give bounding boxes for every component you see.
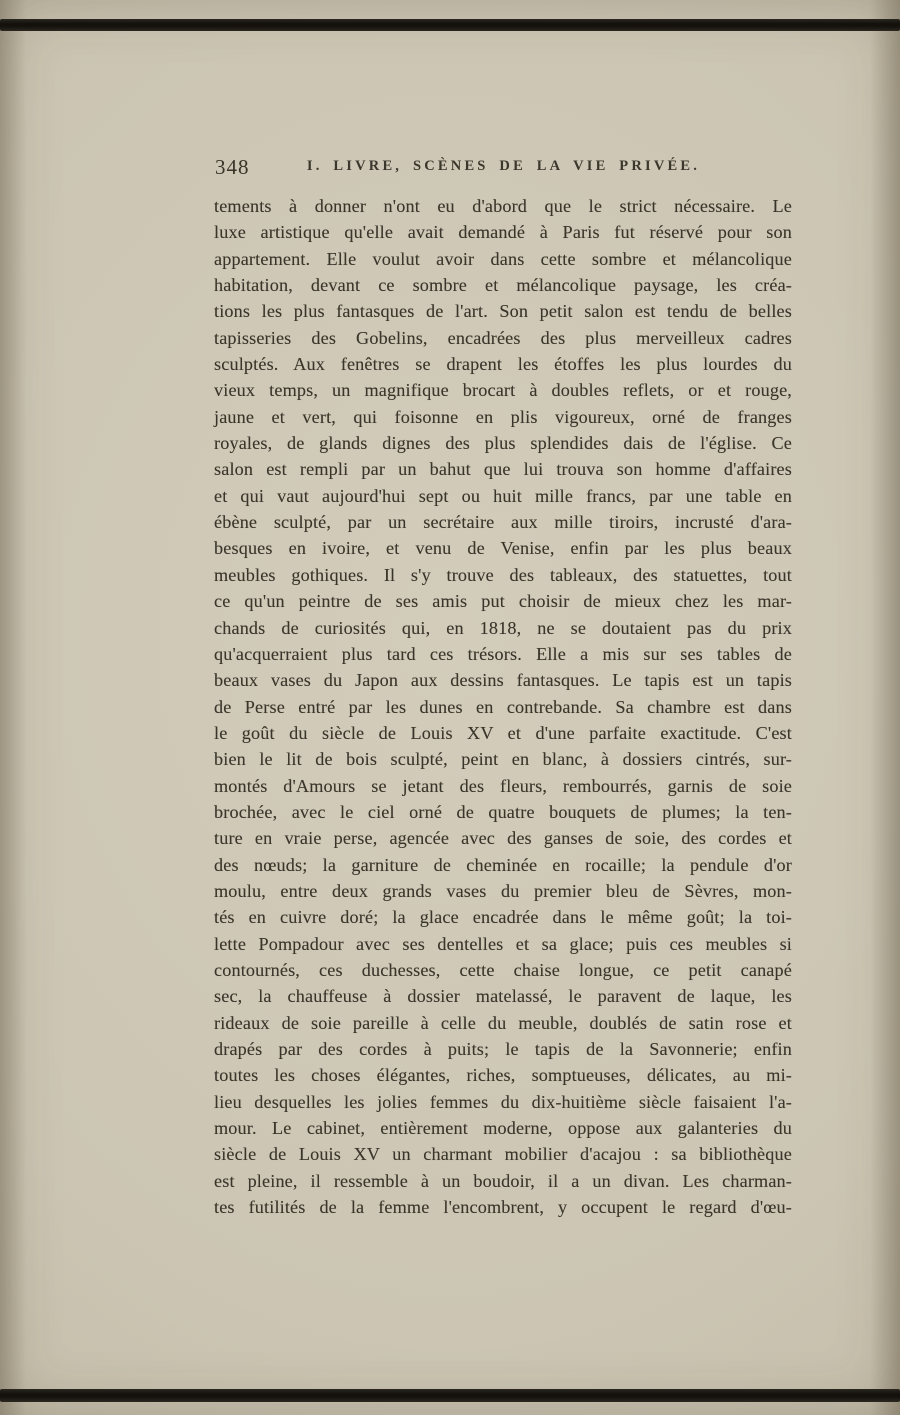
- text-line: des nœuds; la garniture de cheminée en rocaille; la pendule d'or: [214, 854, 792, 875]
- text-line: royales, de glands dignes des plus splendides dais de l'église. Ce: [214, 433, 792, 454]
- text-line: ébène sculpté, par un secrétaire aux mille tiroirs, incrusté d'ara-: [214, 512, 792, 533]
- text-line: et qui vaut aujourd'hui sept ou huit mille francs, par une table en: [214, 485, 792, 506]
- text-line: tions les plus fantasques de l'art. Son petit salon est tendu de belles: [214, 301, 792, 322]
- text-line: toutes les choses élégantes, riches, somptueuses, délicates, au mi-: [214, 1065, 792, 1086]
- text-line: siècle de Louis XV un charmant mobilier d'acajou : sa bibliothèque: [214, 1144, 792, 1165]
- page-header: [215, 155, 792, 183]
- text-line: tés en cuivre doré; la glace encadrée dans le même goût; la toi-: [214, 907, 792, 928]
- text-line: brochée, avec le ciel orné de quatre bouquets de plumes; la ten-: [214, 801, 792, 822]
- text-line: salon est rempli par un bahut que lui trouva son homme d'affaires: [214, 459, 792, 480]
- page-left-edge-shading: [0, 0, 26, 1415]
- text-line: rideaux de soie pareille à celle du meuble, doublés de satin rose et: [214, 1012, 792, 1033]
- text-line: sec, la chauffeuse à dossier matelassé, le paravent de laque, les: [214, 986, 792, 1007]
- text-line: meubles gothiques. Il s'y trouve des tableaux, des statuettes, tout: [214, 564, 792, 585]
- text-line: lieu desquelles les jolies femmes du dix-huitième siècle faisaient l'a-: [214, 1091, 792, 1112]
- text-line: est pleine, il ressemble à un boudoir, il a un divan. Les charman-: [214, 1170, 792, 1191]
- text-line: tapisseries des Gobelins, encadrées des plus merveilleux cadres: [214, 327, 792, 348]
- text-line: tes futilités de la femme l'encombrent, y occupent le regard d'œu-: [214, 1197, 792, 1218]
- text-line: montés d'Amours se jetant des fleurs, rembourrés, garnis de soie: [214, 775, 792, 796]
- page-right-edge-shading: [870, 0, 900, 1415]
- text-line: beaux vases du Japon aux dessins fantasques. Le tapis est un tapis: [214, 670, 792, 691]
- text-line: vieux temps, un magnifique brocart à doubles reflets, or et rouge,: [214, 380, 792, 401]
- text-line: mour. Le cabinet, entièrement moderne, oppose aux galanteries du: [214, 1118, 792, 1139]
- text-line: chands de curiosités qui, en 1818, ne se doutaient pas du prix: [214, 617, 792, 638]
- text-line: sculptés. Aux fenêtres se drapent les étoffes les plus lourdes du: [214, 354, 792, 375]
- running-title: I. LIVRE, SCÈNES DE LA VIE PRIVÉE.: [306, 158, 701, 174]
- text-line: drapés par des cordes à puits; le tapis de la Savonnerie; enfin: [214, 1039, 792, 1059]
- text-line: lette Pompadour avec ses dentelles et sa glace; puis ces meubles si: [214, 933, 792, 954]
- text-line: le goût du siècle de Louis XV et d'une parfaite exactitude. C'est: [214, 722, 792, 743]
- scan-top-edge: [0, 19, 900, 31]
- text-line: luxe artistique qu'elle avait demandé à Paris fut réservé pour son: [214, 222, 792, 243]
- body-text: [214, 193, 792, 1220]
- text-line: bien le lit de bois sculpté, peint en blanc, à dossiers cintrés, sur-: [214, 749, 792, 770]
- text-line: contournés, ces duchesses, cette chaise longue, ce petit canapé: [214, 959, 792, 980]
- page-number: 348: [215, 155, 250, 179]
- text-line: tements à donner n'ont eu d'abord que le strict nécessaire. Le: [214, 196, 792, 216]
- text-line: ture en vraie perse, agencée avec des ganses de soie, des cordes et: [214, 828, 792, 849]
- scan-bottom-edge: [0, 1389, 900, 1402]
- text-line: ce qu'un peintre de ses amis put choisir de mieux chez les mar-: [214, 591, 792, 612]
- text-line: jaune et vert, qui foisonne en plis vigoureux, orné de franges: [214, 406, 792, 427]
- text-line: appartement. Elle voulut avoir dans cette sombre et mélancolique: [214, 248, 792, 269]
- text-line: moulu, entre deux grands vases du premier bleu de Sèvres, mon-: [214, 880, 792, 901]
- text-line: qu'acquerraient plus tard ces trésors. Elle a mis sur ses tables de: [214, 643, 792, 664]
- text-line: besques en ivoire, et venu de Venise, enfin par les plus beaux: [214, 538, 792, 559]
- text-line: de Perse entré par les dunes en contrebande. Sa chambre est dans: [214, 696, 792, 717]
- text-line: habitation, devant ce sombre et mélancolique paysage, les créa-: [214, 275, 792, 296]
